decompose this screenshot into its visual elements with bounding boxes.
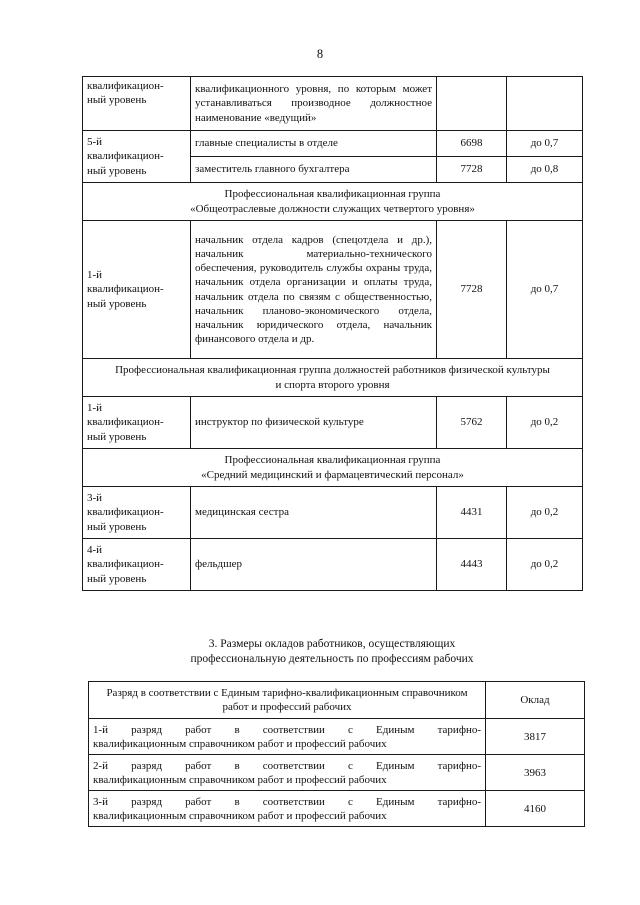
table-row xyxy=(83,487,583,539)
position-cell: начальник отдела кадров (спецотдела и др.), начальник материально-технического обеспечения, руководитель службы охраны труда, начальник отдела организации и оплаты труда, начальник отдела по связям с общественностью, начальник планово-экономического отдела, начальник юридического отдела, начальник финансового отдела и др. xyxy=(191,221,437,359)
coefficient-cell: до 0,7 xyxy=(507,221,583,359)
position-cell: заместитель главного бухгалтера xyxy=(191,157,437,183)
table-row xyxy=(83,397,583,449)
level-cell: 1-й квалификацион- ный уровень xyxy=(83,221,191,359)
rank-cell xyxy=(89,791,486,827)
salary-cell: 3963 xyxy=(486,755,585,791)
rank-line-1: 1-й разряд работ в соответствии с Единым тарифно- xyxy=(93,723,481,736)
rank-cell xyxy=(89,719,486,755)
salary-cell xyxy=(437,77,507,131)
rank-cell xyxy=(89,755,486,791)
coefficient-cell: до 0,7 xyxy=(507,131,583,157)
coefficient-cell: до 0,8 xyxy=(507,157,583,183)
rank-line-2: квалификационным справочником работ и профессий рабочих xyxy=(93,773,387,786)
header-rank: Разряд в соответствии с Единым тарифно-квалификационным справочником работ и профессий рабочих xyxy=(89,682,486,719)
position-cell: главные специалисты в отделе xyxy=(191,131,437,157)
level-cell: 1-й квалификацион- ный уровень xyxy=(83,397,191,449)
salary-cell: 7728 xyxy=(437,157,507,183)
rank-line-2: квалификационным справочником работ и профессий рабочих xyxy=(93,737,387,750)
group-header-row xyxy=(83,359,583,397)
level-cell: 5-й квалификацион- ный уровень xyxy=(83,131,191,183)
salary-cell: 4443 xyxy=(437,539,507,591)
table-row xyxy=(83,539,583,591)
group-title: Профессиональная квалификационная группа «Средний медицинский и фармацевтический персонал» xyxy=(83,449,583,487)
coefficient-cell: до 0,2 xyxy=(507,487,583,539)
salary-cell: 4431 xyxy=(437,487,507,539)
position-cell: фельдшер xyxy=(191,539,437,591)
coefficient-cell: до 0,2 xyxy=(507,397,583,449)
group-header-row xyxy=(83,183,583,221)
level-cell: квалификацион- ный уровень xyxy=(83,77,191,131)
table-row xyxy=(89,791,585,827)
worker-salary-table xyxy=(88,681,585,827)
salary-cell: 3817 xyxy=(486,719,585,755)
table-header-row xyxy=(89,682,585,719)
table-row xyxy=(89,719,585,755)
table-row xyxy=(83,221,583,359)
table-row xyxy=(83,131,583,157)
header-salary: Оклад xyxy=(486,682,585,719)
section-3-title: 3. Размеры окладов работников, осуществляющих профессиональную деятельность по профессиям рабочих xyxy=(190,638,474,665)
salary-cell: 6698 xyxy=(437,131,507,157)
salary-cell: 4160 xyxy=(486,791,585,827)
group-header-row xyxy=(83,449,583,487)
rank-line-2: квалификационным справочником работ и профессий рабочих xyxy=(93,809,387,822)
rank-line-1: 2-й разряд работ в соответствии с Единым тарифно- xyxy=(93,759,481,772)
group-title: Профессиональная квалификационная группа «Общеотраслевые должности служащих четвертого уровня» xyxy=(83,183,583,221)
salary-cell: 7728 xyxy=(437,221,507,359)
salary-cell: 5762 xyxy=(437,397,507,449)
table-row xyxy=(83,77,583,131)
rank-line-1: 3-й разряд работ в соответствии с Единым тарифно- xyxy=(93,795,481,808)
level-cell: 3-й квалификацион- ный уровень xyxy=(83,487,191,539)
position-cell: медицинская сестра xyxy=(191,487,437,539)
position-cell: инструктор по физической культуре xyxy=(191,397,437,449)
level-cell: 4-й квалификацион- ный уровень xyxy=(83,539,191,591)
group-title: Профессиональная квалификационная группа должностей работников физической культуры и спорта второго уровня xyxy=(83,359,583,397)
position-cell: квалификационного уровня, по которым может устанавливаться производное должностное наименование «ведущий» xyxy=(191,77,437,131)
coefficient-cell: до 0,2 xyxy=(507,539,583,591)
qualification-groups-table xyxy=(82,76,583,591)
table-row xyxy=(89,755,585,791)
coefficient-cell xyxy=(507,77,583,131)
page-number: 8 xyxy=(316,47,324,61)
